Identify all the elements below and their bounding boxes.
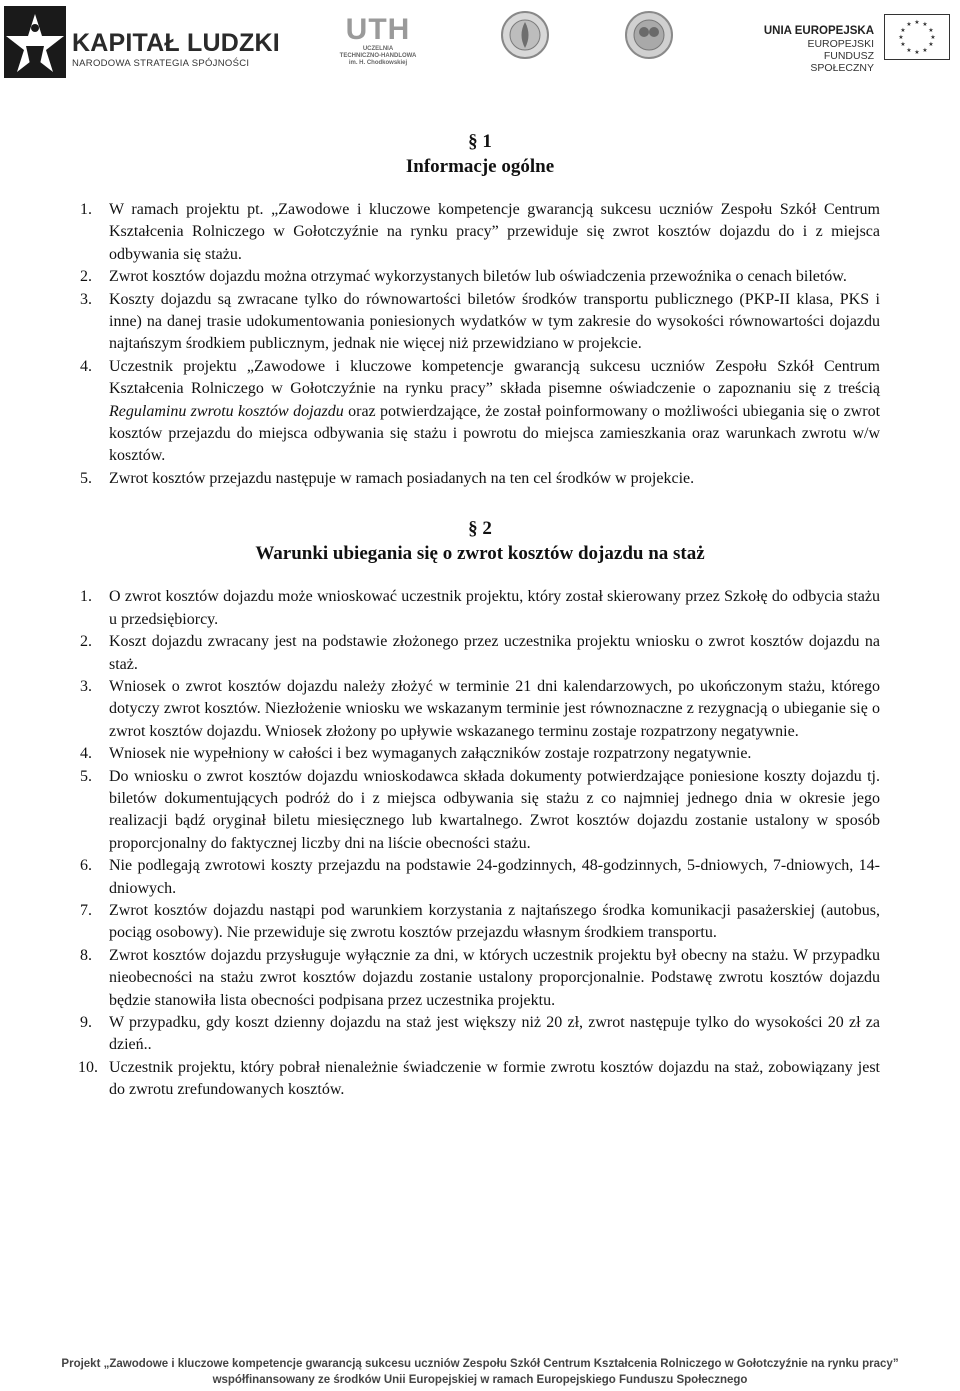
item-number: 10. <box>78 1058 98 1076</box>
eu-line-1: UNIA EUROPEJSKA <box>763 25 874 37</box>
item-text: Koszt dojazdu zwracany jest na podstawie złożonego przez uczestnika projektu wniosku o zwrot kosztów dojazdu na staż. <box>109 633 880 673</box>
eu-line-3: FUNDUSZ SPOŁECZNY <box>810 50 874 74</box>
svg-text:★: ★ <box>914 19 920 26</box>
page-header <box>0 0 960 92</box>
item-number: 5. <box>80 469 92 487</box>
item-number: 3. <box>80 290 92 308</box>
kapital-ludzki-wordmark <box>72 30 280 69</box>
section-2-list <box>80 586 880 1101</box>
list-item <box>80 945 880 1012</box>
section-1-list <box>80 199 880 490</box>
uth-mark: UTH <box>345 13 411 46</box>
section-1-heading <box>80 130 880 179</box>
eu-line-2: EUROPEJSKI <box>807 38 874 50</box>
section-2-heading <box>80 517 880 566</box>
svg-text:★: ★ <box>900 41 906 48</box>
item-text: Uczestnik projektu, który pobrał nienależnie świadczenie w formie zwrotu kosztów dojazdu na staż, zobowiązany jest do zwrotu zrefundowanych kosztów. <box>109 1058 880 1099</box>
item-text: Wniosek nie wypełniony w całości i bez wymaganych załączników zostaje rozpatrzony negatywnie. <box>109 745 752 763</box>
eu-flag-icon <box>884 14 950 60</box>
uth-line-2: TECHNICZNO-HANDLOWA <box>339 53 417 59</box>
section-1-title: Informacje ogólne <box>405 156 555 177</box>
kapital-ludzki-subtitle: NARODOWA STRATEGIA SPÓJNOŚCI <box>72 58 250 69</box>
page-footer <box>0 1356 960 1391</box>
item-number: 5. <box>80 767 92 785</box>
eu-logo-text <box>758 24 874 74</box>
item-text: Zwrot kosztów dojazdu można otrzymać wykorzystanych biletów lub oświadczenia przewoźnika o cenach biletów. <box>109 268 847 286</box>
item-number: 1. <box>80 588 92 606</box>
item-number: 6. <box>80 857 92 875</box>
svg-text:★: ★ <box>928 41 934 48</box>
item-text: Zwrot kosztów przejazdu następuje w ramach posiadanych na ten cel środków w projekcie. <box>109 469 695 487</box>
item-number: 1. <box>80 201 92 218</box>
list-item <box>80 356 880 468</box>
svg-text:★: ★ <box>928 27 934 34</box>
item-number: 2. <box>80 268 92 286</box>
list-item <box>80 766 880 856</box>
footer-line-2: współfinansowany ze środków Unii Europejskiej w ramach Europejskiego Funduszu Społecznego <box>212 1374 748 1386</box>
item-text: W przypadku, gdy koszt dzienny dojazdu na staż jest większy niż 20 zł, zwrot następuje tylko do wysokości 20 zł za dzień.. <box>109 1014 880 1054</box>
item-number: 4. <box>80 357 92 375</box>
item-text: Zwrot kosztów dojazdu przysługuje wyłącznie za dni, w których uczestnik projektu był obecny na stażu. W przypadku nieobecności na stażu zwrot kosztów dojazdu zostanie ustalony proporcjonalnie. Podstawę zwrotu kosztów dojazdu będzie stanowiła lista obecności podpisana przez uczestnika projektu. <box>109 946 880 1009</box>
uth-line-3: im. H. Chodkowskiej <box>348 60 408 66</box>
patron-seal-icon <box>624 10 674 60</box>
list-item <box>80 676 880 743</box>
kapital-ludzki-title: KAPITAŁ LUDZKI <box>72 29 280 57</box>
kapital-ludzki-logo-icon <box>4 6 66 78</box>
svg-text:★: ★ <box>914 49 920 56</box>
list-item <box>80 1057 880 1102</box>
item-number: 2. <box>80 633 92 651</box>
list-item <box>80 586 880 631</box>
section-2-number: § 2 <box>468 518 492 540</box>
section-1-number: § 1 <box>468 131 492 152</box>
item-number: 8. <box>80 946 92 964</box>
document-body <box>80 130 880 1102</box>
item-text-after: oraz potwierdzające, że został poinformowany o możliwości ubiegania się o zwrot kosztów przejazdu do miejsca odbywania się stażu i powrotu do miejsca zamieszkania oraz warunkach zwrotu w/w kosztów. <box>109 402 881 465</box>
list-item <box>80 743 880 765</box>
item-text: Wniosek o zwrot kosztów dojazdu należy złożyć w terminie 21 dni kalendarzowych, po ukończonym stażu, którego dotyczy zwrot kosztów. Niezłożenie wniosku we wskazanym terminie jest równoznaczne z rezygnacją o ubieganie się o zwrot kosztów dojazdu. Wniosek złożony po upływie wskazanego terminu zostaje rozpatrzony negatywnie. <box>109 677 880 740</box>
svg-text:★: ★ <box>922 47 928 54</box>
svg-text:★: ★ <box>900 27 906 34</box>
item-number: 9. <box>80 1014 92 1031</box>
item-text: Koszty dojazdu są zwracane tylko do równowartości biletów środków transportu publicznego (PKP-II klasa, PKS i inne) na danej trasie udokumentowania poniesionych wydatków w tym zakresie do wysokości równowartości dojazdu najtańszym środkiem publicznym, jednak nie więcej niż przewidziano w projekcie. <box>109 290 880 353</box>
item-text: Nie podlegają zwrotowi koszty przejazdu na podstawie 24-godzinnych, 48-godzinnych, 5-dniowych, 7-dniowych, 14-dniowych. <box>109 857 880 897</box>
item-number: 3. <box>80 677 92 695</box>
footer-line-1: Projekt „Zawodowe i kluczowe kompetencje gwarancją sukcesu uczniów Zespołu Szkół Centrum Kształcenia Rolniczego w Gołotczyźnie na rynku pracy” <box>61 1358 899 1370</box>
svg-text:★: ★ <box>906 21 912 28</box>
school-seal-icon <box>500 10 550 60</box>
item-number: 7. <box>80 901 92 919</box>
svg-text:★: ★ <box>898 34 904 41</box>
item-number: 4. <box>80 745 92 763</box>
uth-line-1: UCZELNIA <box>362 46 394 52</box>
list-item <box>80 1012 880 1057</box>
regulation-title: Regulaminu zwrotu kosztów dojazdu <box>109 402 344 420</box>
list-item <box>80 855 880 900</box>
item-text-before: Uczestnik projektu „Zawodowe i kluczowe kompetencje gwarancją sukcesu uczniów Zespołu Szkół Centrum Kształcenia Rolniczego w Gołotczyźnie na rynku pracy” składa pisemne oświadczenie o zapoznaniu się z treścią <box>109 357 880 398</box>
section-2-title: Warunki ubiegania się o zwrot kosztów dojazdu na staż <box>255 543 705 565</box>
item-text: O zwrot kosztów dojazdu może wnioskować uczestnik projektu, który został skierowany przez Szkołę do odbycia stażu u przedsiębiorcy. <box>109 588 880 628</box>
list-item <box>80 468 880 490</box>
item-text: W ramach projektu pt. „Zawodowe i kluczowe kompetencje gwarancją sukcesu uczniów Zespołu Szkół Centrum Kształcenia Rolniczego w Gołotczyźnie na rynku pracy” przewiduje się zwrot kosztów dojazdu do i z miejsca odbywania się stażu. <box>109 201 880 263</box>
uth-logo <box>336 14 420 94</box>
list-item <box>80 199 880 266</box>
svg-text:★: ★ <box>930 34 936 41</box>
item-text: Do wniosku o zwrot kosztów dojazdu wnioskodawca składa dokumenty potwierdzające poniesione koszty dojazdu tj. biletów dokumentujących podróż do i z miejsca odbywania się stażu z co najmniej jednego dnia w okresie jego realizacji bądź oryginał biletu miesięcznego lub kwartalnego. Zwrot kosztów dojazdu zostanie ustalony w sposób proporcjonalny do faktycznej liczby dni na liście obecności stażu. <box>109 767 880 852</box>
list-item <box>80 266 880 288</box>
list-item <box>80 289 880 356</box>
list-item <box>80 900 880 945</box>
list-item <box>80 631 880 676</box>
svg-text:★: ★ <box>922 21 928 28</box>
svg-text:★: ★ <box>906 47 912 54</box>
item-text: Zwrot kosztów dojazdu nastąpi pod warunkiem korzystania z najtańszego środka komunikacji pasażerskiej (autobus, pociąg osobowy). Nie przewiduje się zwrotu kosztów przejazdu własnym środkiem transportu. <box>109 901 880 942</box>
